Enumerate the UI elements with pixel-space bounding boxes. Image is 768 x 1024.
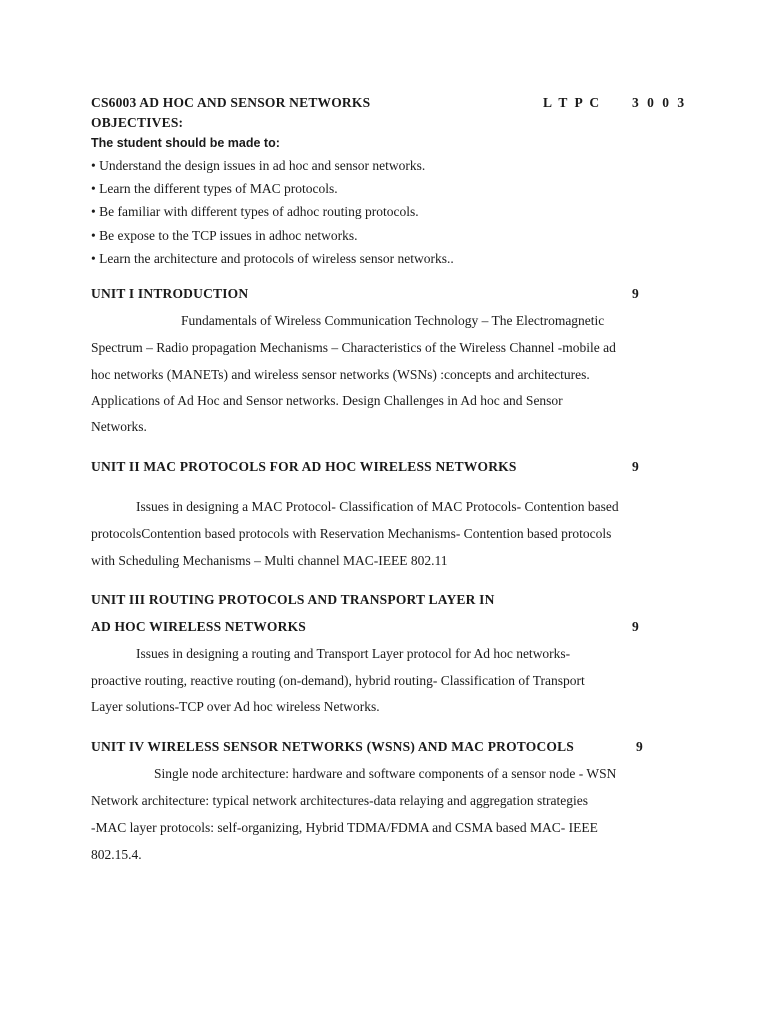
unit-2-hours: 9	[632, 459, 639, 474]
objective-item: • Understand the design issues in ad hoc and sensor networks.	[91, 158, 426, 173]
objective-item: • Learn the different types of MAC protocols.	[91, 181, 338, 196]
unit-4-text-line: Single node architecture: hardware and software components of a sensor node - WSN	[154, 766, 617, 781]
objectives-title: OBJECTIVES:	[91, 115, 184, 130]
unit-4-hours: 9	[636, 739, 643, 754]
unit-2-title: UNIT II MAC PROTOCOLS FOR AD HOC WIRELESS NETWORKS	[91, 459, 517, 474]
unit-4-title: UNIT IV WIRELESS SENSOR NETWORKS (WSNS) AND MAC PROTOCOLS	[91, 739, 575, 754]
unit-1-text-line: Fundamentals of Wireless Communication Technology – The Electromagnetic	[181, 313, 605, 328]
unit-2-text-line: protocolsContention based protocols with Reservation Mechanisms- Contention based protocols	[91, 526, 612, 541]
unit-4-text-line: Network architecture: typical network architectures-data relaying and aggregation strategies	[91, 793, 589, 808]
unit-3-title-line-1: UNIT III ROUTING PROTOCOLS AND TRANSPORT LAYER IN	[91, 592, 495, 607]
course-title: CS6003 AD HOC AND SENSOR NETWORKS	[91, 95, 371, 110]
unit-3-hours: 9	[632, 619, 639, 634]
ltpc-label: L T P C	[543, 95, 602, 110]
objectives-intro: The student should be made to:	[91, 136, 280, 150]
unit-1-text-line: Networks.	[91, 419, 147, 434]
unit-1-text-line: hoc networks (MANETs) and wireless sensor networks (WSNs) :concepts and architectures.	[91, 367, 590, 382]
objective-item: • Be expose to the TCP issues in adhoc networks.	[91, 228, 358, 243]
unit-3-text-line: Issues in designing a routing and Transport Layer protocol for Ad hoc networks-	[136, 646, 571, 661]
unit-2-text-line: Issues in designing a MAC Protocol- Classification of MAC Protocols- Contention based	[136, 499, 619, 514]
unit-4-text-line: -MAC layer protocols: self-organizing, Hybrid TDMA/FDMA and CSMA based MAC- IEEE	[91, 820, 598, 835]
unit-3-title-line-2: AD HOC WIRELESS NETWORKS	[91, 619, 306, 634]
unit-3-text-line: proactive routing, reactive routing (on-demand), hybrid routing- Classification of Transport	[91, 673, 585, 688]
unit-1-text-line: Applications of Ad Hoc and Sensor networks. Design Challenges in Ad hoc and Sensor	[91, 393, 563, 408]
unit-1-title: UNIT I INTRODUCTION	[91, 286, 249, 301]
unit-3-text-line: Layer solutions-TCP over Ad hoc wireless Networks.	[91, 699, 380, 714]
ltpc-values: 3 0 0 3	[632, 95, 687, 110]
unit-2-text-line: with Scheduling Mechanisms – Multi channel MAC-IEEE 802.11	[91, 553, 448, 568]
objective-item: • Learn the architecture and protocols of wireless sensor networks..	[91, 251, 454, 266]
unit-1-text-line: Spectrum – Radio propagation Mechanisms – Characteristics of the Wireless Channel -mobile ad	[91, 340, 616, 355]
objective-item: • Be familiar with different types of adhoc routing protocols.	[91, 204, 419, 219]
unit-1-hours: 9	[632, 286, 639, 301]
unit-4-text-line: 802.15.4.	[91, 847, 142, 862]
